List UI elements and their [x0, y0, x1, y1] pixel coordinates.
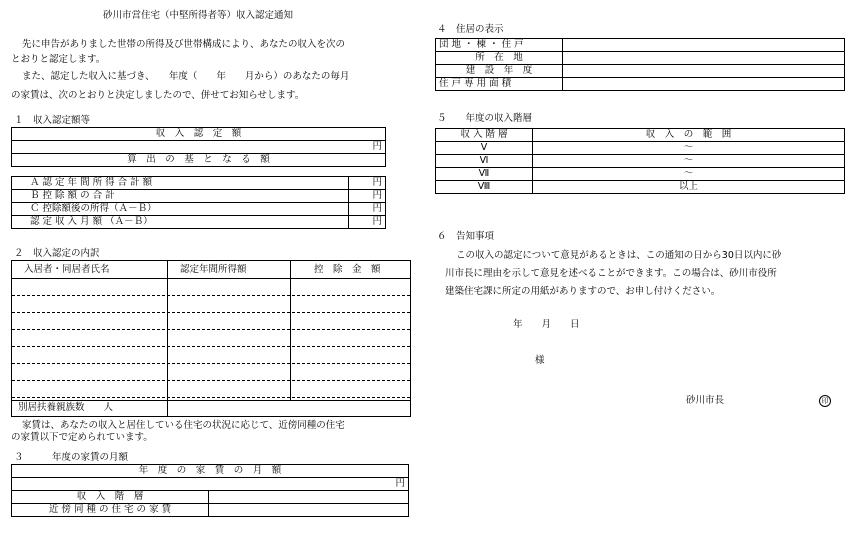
dependents-label: 別居扶養親族数 人 — [18, 402, 114, 413]
level-row: Ⅷ 以上 — [436, 181, 845, 194]
residence-row-label: 住 戸 専 用 面 積 — [436, 78, 563, 91]
calc-row: 認 定 収 入 月 額 （Ａ－Ｂ） 円 — [12, 216, 386, 229]
rent-nearby-label: 近 傍 同 種 の 住 宅 の 家 賃 — [12, 504, 209, 517]
calc-row: Ａ 認 定 年 間 所 得 合 計 額 円 — [12, 177, 386, 190]
breakdown-row — [12, 313, 410, 330]
breakdown-row — [12, 330, 410, 347]
section-5-heading: ５ 年度の収入階層 — [437, 113, 533, 124]
breakdown-col-income: 認定年間所得額 — [180, 264, 247, 275]
calc-table — [11, 176, 386, 229]
residence-row-label: 団 地 ・ 棟 ・ 住 戸 — [436, 39, 563, 52]
income-header: 収 入 認 定 額 — [12, 128, 386, 141]
notice-line-3: 建築住宅課に所定の用紙がありますので、お申し付けください。 — [445, 286, 721, 297]
mayor-label: 砂川市長 — [686, 395, 725, 406]
breakdown-row — [12, 381, 410, 398]
notice-line-1: この収入の認定について意見があるときは、この通知の日から30日以内に砂 — [456, 250, 782, 261]
intro-line-3: また、認定した収入に基づき、 年度（ 年 月から）のあなたの毎月 — [22, 71, 350, 82]
residence-row-label: 建 設 年 度 — [436, 65, 563, 78]
breakdown-row — [12, 279, 410, 296]
level-row: Ⅴ ～ — [436, 142, 845, 155]
breakdown-table — [11, 260, 411, 417]
calc-header: 算 出 の 基 と な る 額 — [12, 154, 386, 167]
rent-table — [11, 464, 409, 517]
notice-line-2: 川市長に理由を示して意見を述べることができます。この場合は、砂川市役所 — [445, 268, 777, 279]
calc-row: Ｂ 控 除 額 の 合 計 円 — [12, 190, 386, 203]
level-col-header: 収 入 階 層 — [436, 129, 533, 142]
intro-line-4: の家賃は、次のとおりと決定しましたので、併せてお知らせします。 — [11, 90, 305, 101]
rent-note-1: 家賃は、あなたの収入と居住している住宅の状況に応じて、近傍同種の住宅 — [22, 420, 345, 431]
section-6-heading: ６ 告知事項 — [437, 231, 495, 242]
notice-date: 年 月 日 — [513, 319, 580, 330]
intro-line-1: 先に申告がありました世帯の所得及び世帯構成により、あなたの収入を次の — [22, 39, 346, 50]
section-1-heading: １ 収入認定額等 — [14, 115, 91, 126]
section-2-heading: ２ 収入認定の内訳 — [14, 248, 100, 259]
level-row: Ⅶ ～ — [436, 168, 845, 181]
section-3-heading: ３ 年度の家賃の月額 — [14, 452, 129, 463]
income-value: 円 — [12, 141, 386, 154]
section-4-heading: ４ 住居の表示 — [437, 24, 504, 35]
rent-note-2: の家賃以下で定められています。 — [11, 432, 153, 443]
income-level-table — [435, 128, 845, 194]
calc-row: Ｃ 控除額後の所得（Ａ－Ｂ） 円 — [12, 203, 386, 216]
breakdown-row — [12, 347, 410, 364]
breakdown-row — [12, 296, 410, 313]
range-col-header: 収 入 の 範 囲 — [533, 129, 845, 142]
rent-income-level-label: 収 入 階 層 — [12, 491, 209, 504]
income-table — [11, 127, 386, 167]
doc-title: 砂川市営住宅（中堅所得者等）収入認定通知 — [103, 10, 294, 21]
breakdown-col-name: 入居者・同居者氏名 — [24, 264, 110, 275]
recipient-sama: 様 — [535, 355, 545, 366]
breakdown-row — [12, 364, 410, 381]
residence-row-label: 所 在 地 — [436, 52, 563, 65]
residence-table — [435, 38, 845, 91]
breakdown-col-deduction: 控 除 金 額 — [314, 264, 381, 275]
level-row: Ⅵ ～ — [436, 155, 845, 168]
rent-header: 年 度 の 家 賃 の 月 額 — [12, 465, 409, 478]
rent-value: 円 — [12, 478, 409, 491]
intro-line-2: とおりと認定します。 — [11, 54, 106, 65]
seal-icon: 印 — [819, 395, 831, 407]
